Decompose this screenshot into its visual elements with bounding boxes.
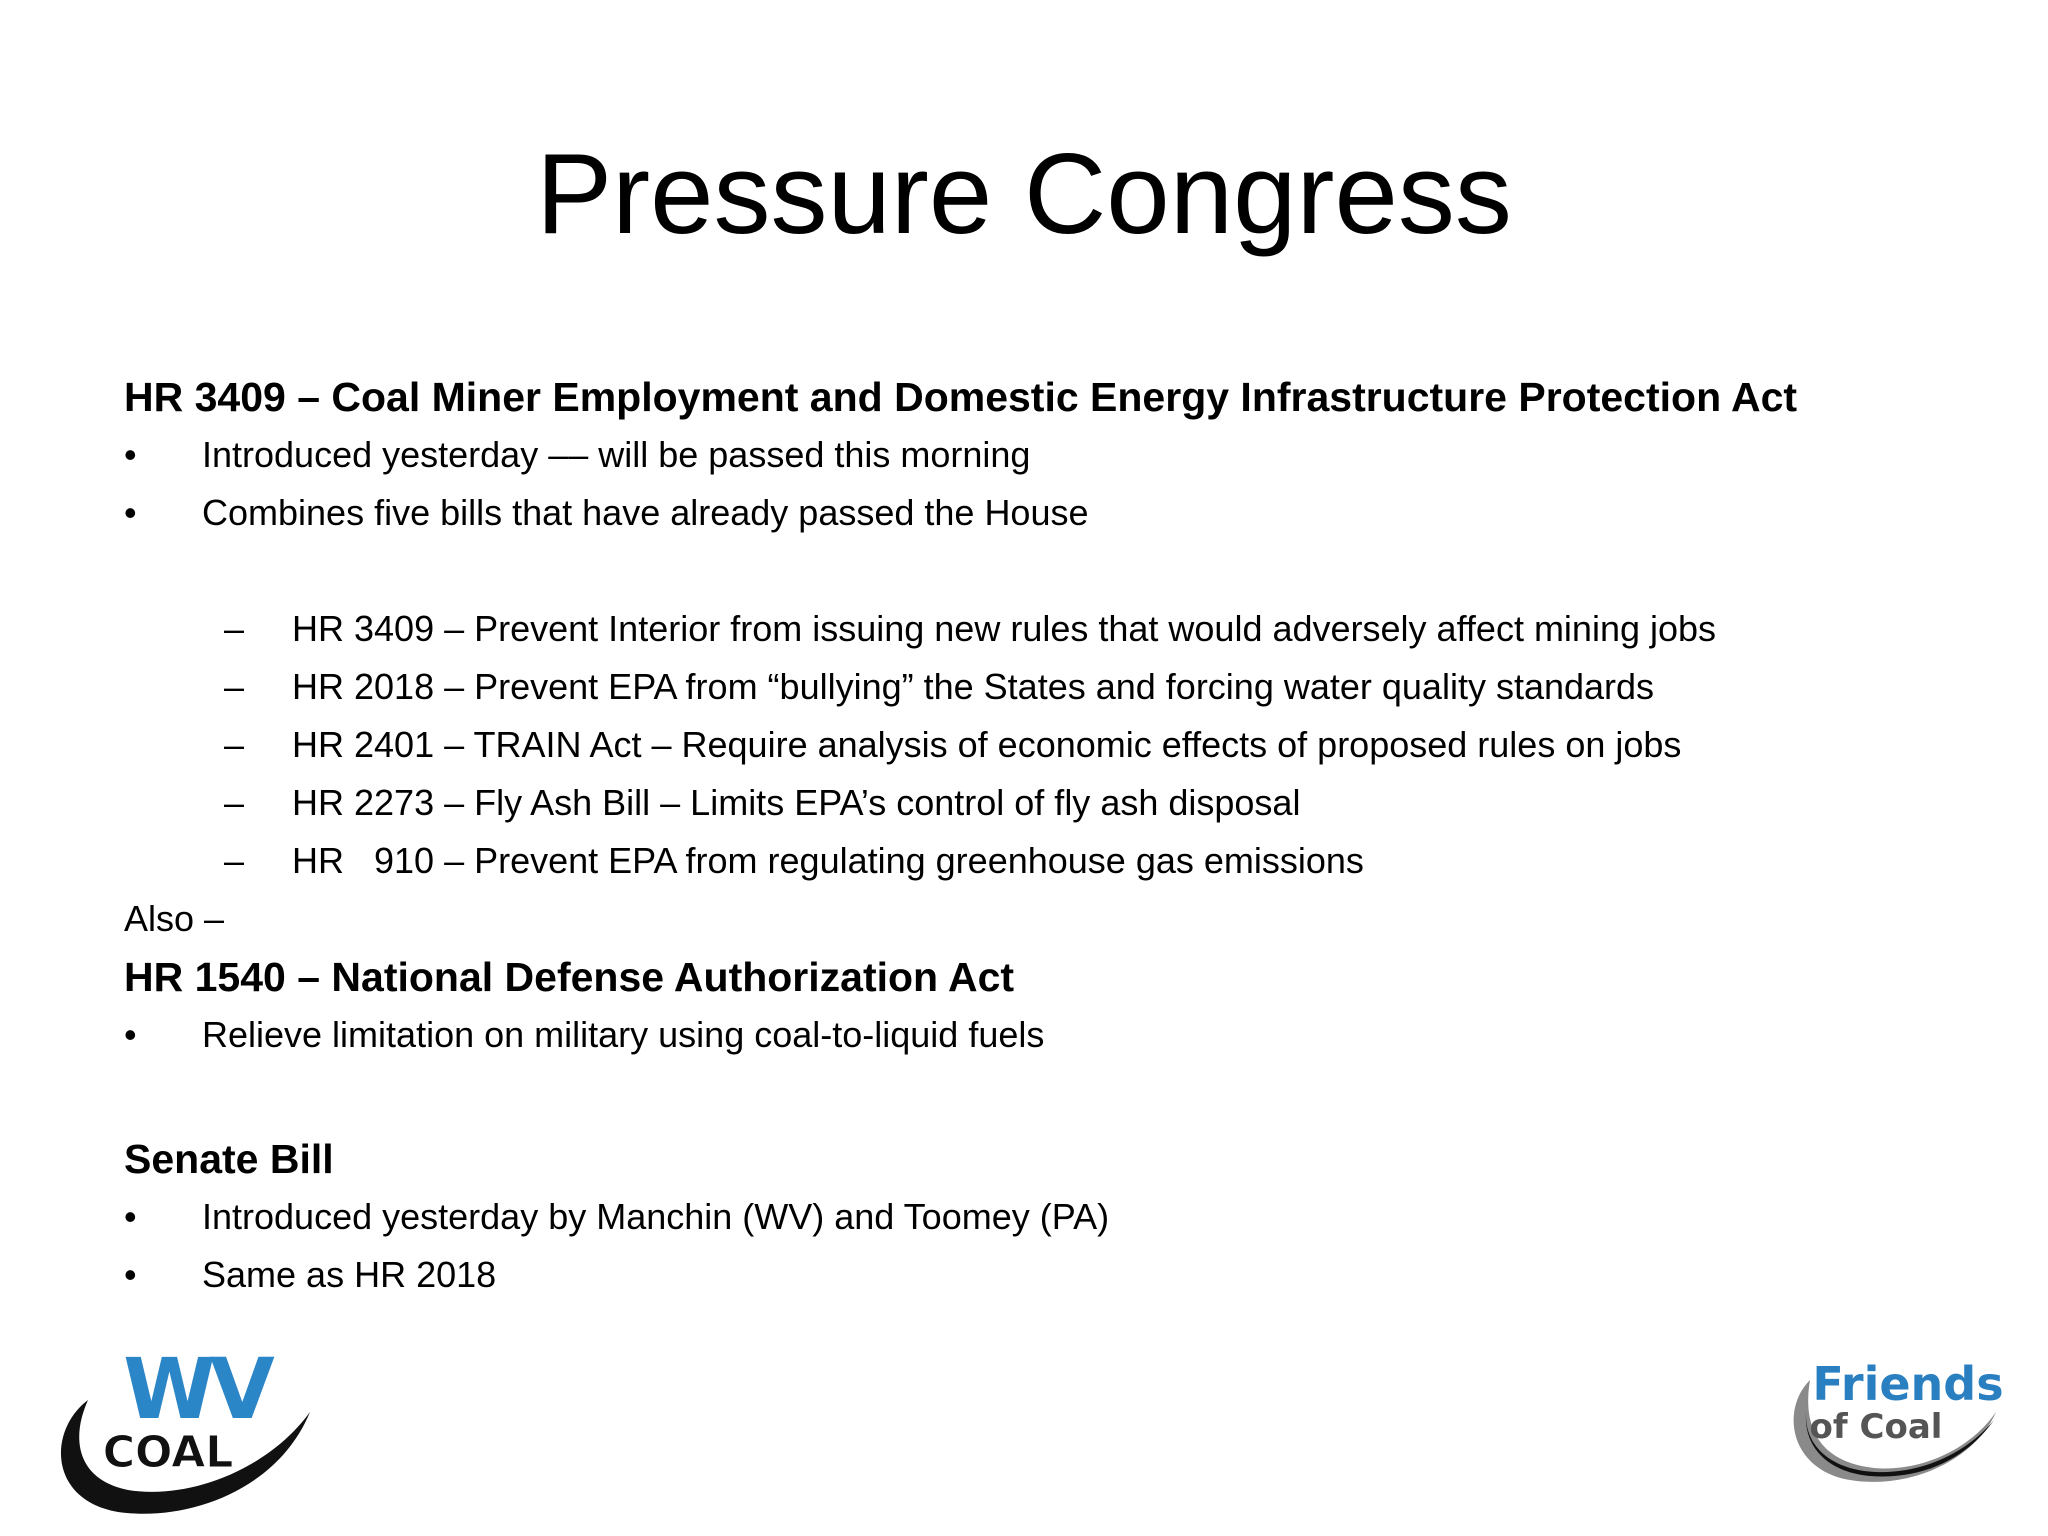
bullet-marker: • — [124, 434, 137, 475]
dash-marker: – — [224, 840, 245, 881]
sub-bullet-text: HR 2018 – Prevent EPA from “bullying” the States and forcing water quality standards — [292, 666, 1655, 707]
bullet-text: Same as HR 2018 — [202, 1254, 497, 1295]
of-coal-text: of Coal — [1809, 1407, 1943, 1447]
wv-coal-logo — [48, 1350, 318, 1522]
bullet-item — [124, 484, 2004, 542]
bullet-text: Introduced yesterday by Manchin (WV) and Toomey (PA) — [202, 1196, 1110, 1237]
sub-bullet-text: HR 2401 – TRAIN Act – Require analysis of economic effects of proposed rules on jobs — [292, 724, 1682, 765]
sub-bullet-item — [124, 600, 2004, 658]
section-heading-hr3409: HR 3409 – Coal Miner Employment and Domestic Energy Infrastructure Protection Act — [124, 374, 1798, 420]
sub-bullet-text: HR 2273 – Fly Ash Bill – Limits EPA’s control of fly ash disposal — [292, 782, 1301, 823]
spacer — [124, 1064, 2004, 1130]
section-heading-senate-bill: Senate Bill — [124, 1136, 334, 1182]
wv-text: WV — [123, 1350, 269, 1438]
bullet-text: Relieve limitation on military using coal-to-liquid fuels — [202, 1014, 1045, 1055]
dash-marker: – — [224, 608, 245, 649]
spacer — [124, 542, 2004, 600]
dash-marker: – — [224, 724, 245, 765]
slide-title: Pressure Congress — [536, 131, 1512, 258]
bullet-item — [124, 426, 2004, 484]
sub-bullet-item — [124, 832, 2004, 890]
bullet-item — [124, 1188, 2004, 1246]
dash-marker: – — [224, 666, 245, 707]
sub-bullet-text: HR 3409 – Prevent Interior from issuing new rules that would adversely affect mining jobs — [292, 608, 1717, 649]
also-label: Also – — [124, 898, 225, 939]
bullet-marker: • — [124, 492, 137, 533]
friends-of-coal-logo — [1790, 1350, 2010, 1490]
dash-marker: – — [224, 782, 245, 823]
bullet-text: Combines five bills that have already passed the House — [202, 492, 1089, 533]
sub-bullet-item — [124, 716, 2004, 774]
friends-text: Friends — [1812, 1357, 2004, 1411]
bullet-item — [124, 1006, 2004, 1064]
sub-bullet-item — [124, 658, 2004, 716]
bullet-marker: • — [124, 1254, 137, 1295]
slide-body — [124, 368, 2004, 1304]
sub-bullet-item — [124, 774, 2004, 832]
section-heading-hr1540: HR 1540 – National Defense Authorization Act — [124, 954, 1015, 1000]
bullet-text: Introduced yesterday –– will be passed this morning — [202, 434, 1031, 475]
bullet-marker: • — [124, 1014, 137, 1055]
bullet-item — [124, 1246, 2004, 1304]
coal-text: COAL — [102, 1427, 234, 1478]
sub-bullet-text: HR 910 – Prevent EPA from regulating greenhouse gas emissions — [292, 840, 1364, 881]
bullet-marker: • — [124, 1196, 137, 1237]
